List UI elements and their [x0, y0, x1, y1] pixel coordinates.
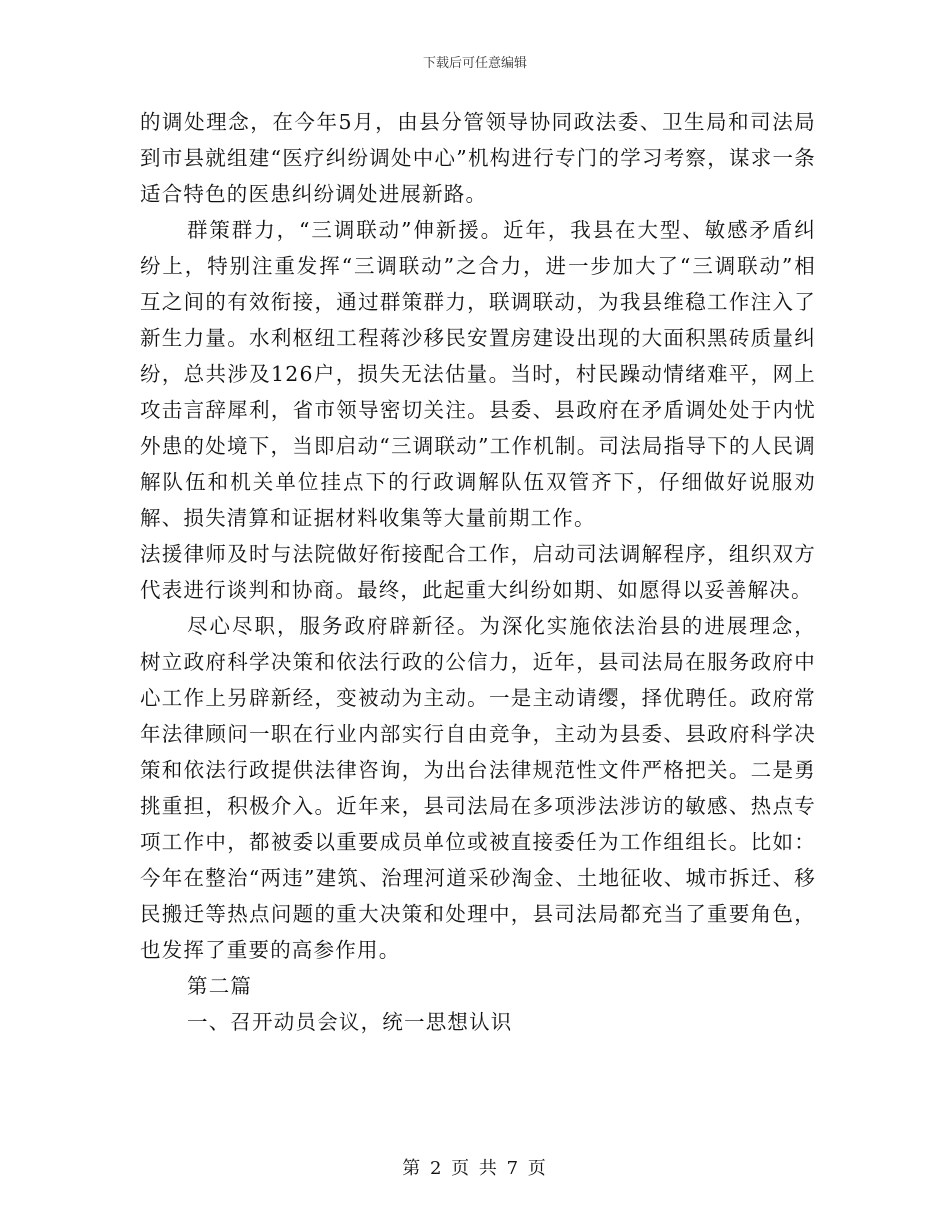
paragraph-1: 的调处理念，在今年5月，由县分管领导协同政法委、卫生局和司法局到市县就组建“医疗纠纷调处中心”机构进行专门的学习考察，谋求一条适合特色的医患纠纷调处进展新路。: [140, 110, 816, 206]
paragraph-2: 群策群力，“三调联动”伸新援。近年，我县在大型、敏感矛盾纠纷上，特别注重发挥“三调联动”之合力，进一步加大了“三调联动”相互之间的有效衔接，通过群策群力，联调联动，为我县维稳工作注入了新生力量。水利枢纽工程蒋沙移民安置房建设出现的大面积黑砖质量纠纷，总共涉及126户，损失无法估量。当时，村民躁动情绪难平，网上攻击言辞犀利，省市领导密切关注。县委、县政府在矛盾调处处于内忧外患的处境下，当即启动“三调联动”工作机制。司法局指导下的人民调解队伍和机关单位挂点下的行政调解队伍双管齐下，仔细做好说服劝解、损失清算和证据材料收集等大量前期工作。: [140, 218, 816, 530]
section-heading: 第二篇: [187, 974, 253, 998]
page-number-footer: 第 2 页 共 7 页: [402, 1158, 548, 1179]
subsection-heading: 一、召开动员会议，统一思想认识: [187, 1010, 513, 1034]
header-note: 下载后可任意编辑: [422, 56, 527, 71]
paragraph-3: 法援律师及时与法院做好衔接配合工作，启动司法调解程序，组织双方代表进行谈判和协商。最终，此起重大纠纷如期、如愿得以妥善解决。: [140, 542, 816, 602]
document-body: [140, 104, 816, 1040]
paragraph-4: 尽心尽职，服务政府辟新径。为深化实施依法治县的进展理念，树立政府科学决策和依法行政的公信力，近年，县司法局在服务政府中心工作上另辟新经，变被动为主动。一是主动请缨，择优聘任。政府常年法律顾问一职在行业内部实行自由竞争，主动为县委、县政府科学决策和依法行政提供法律咨询，为出台法律规范性文件严格把关。二是勇挑重担，积极介入。近年来，县司法局在多项涉法涉访的敏感、热点专项工作中，都被委以重要成员单位或被直接委任为工作组组长。比如：今年在整治“两违”建筑、治理河道采砂淘金、土地征收、城市拆迁、移民搬迁等热点问题的重大决策和处理中，县司法局都充当了重要角色，也发挥了重要的高参作用。: [140, 614, 816, 962]
